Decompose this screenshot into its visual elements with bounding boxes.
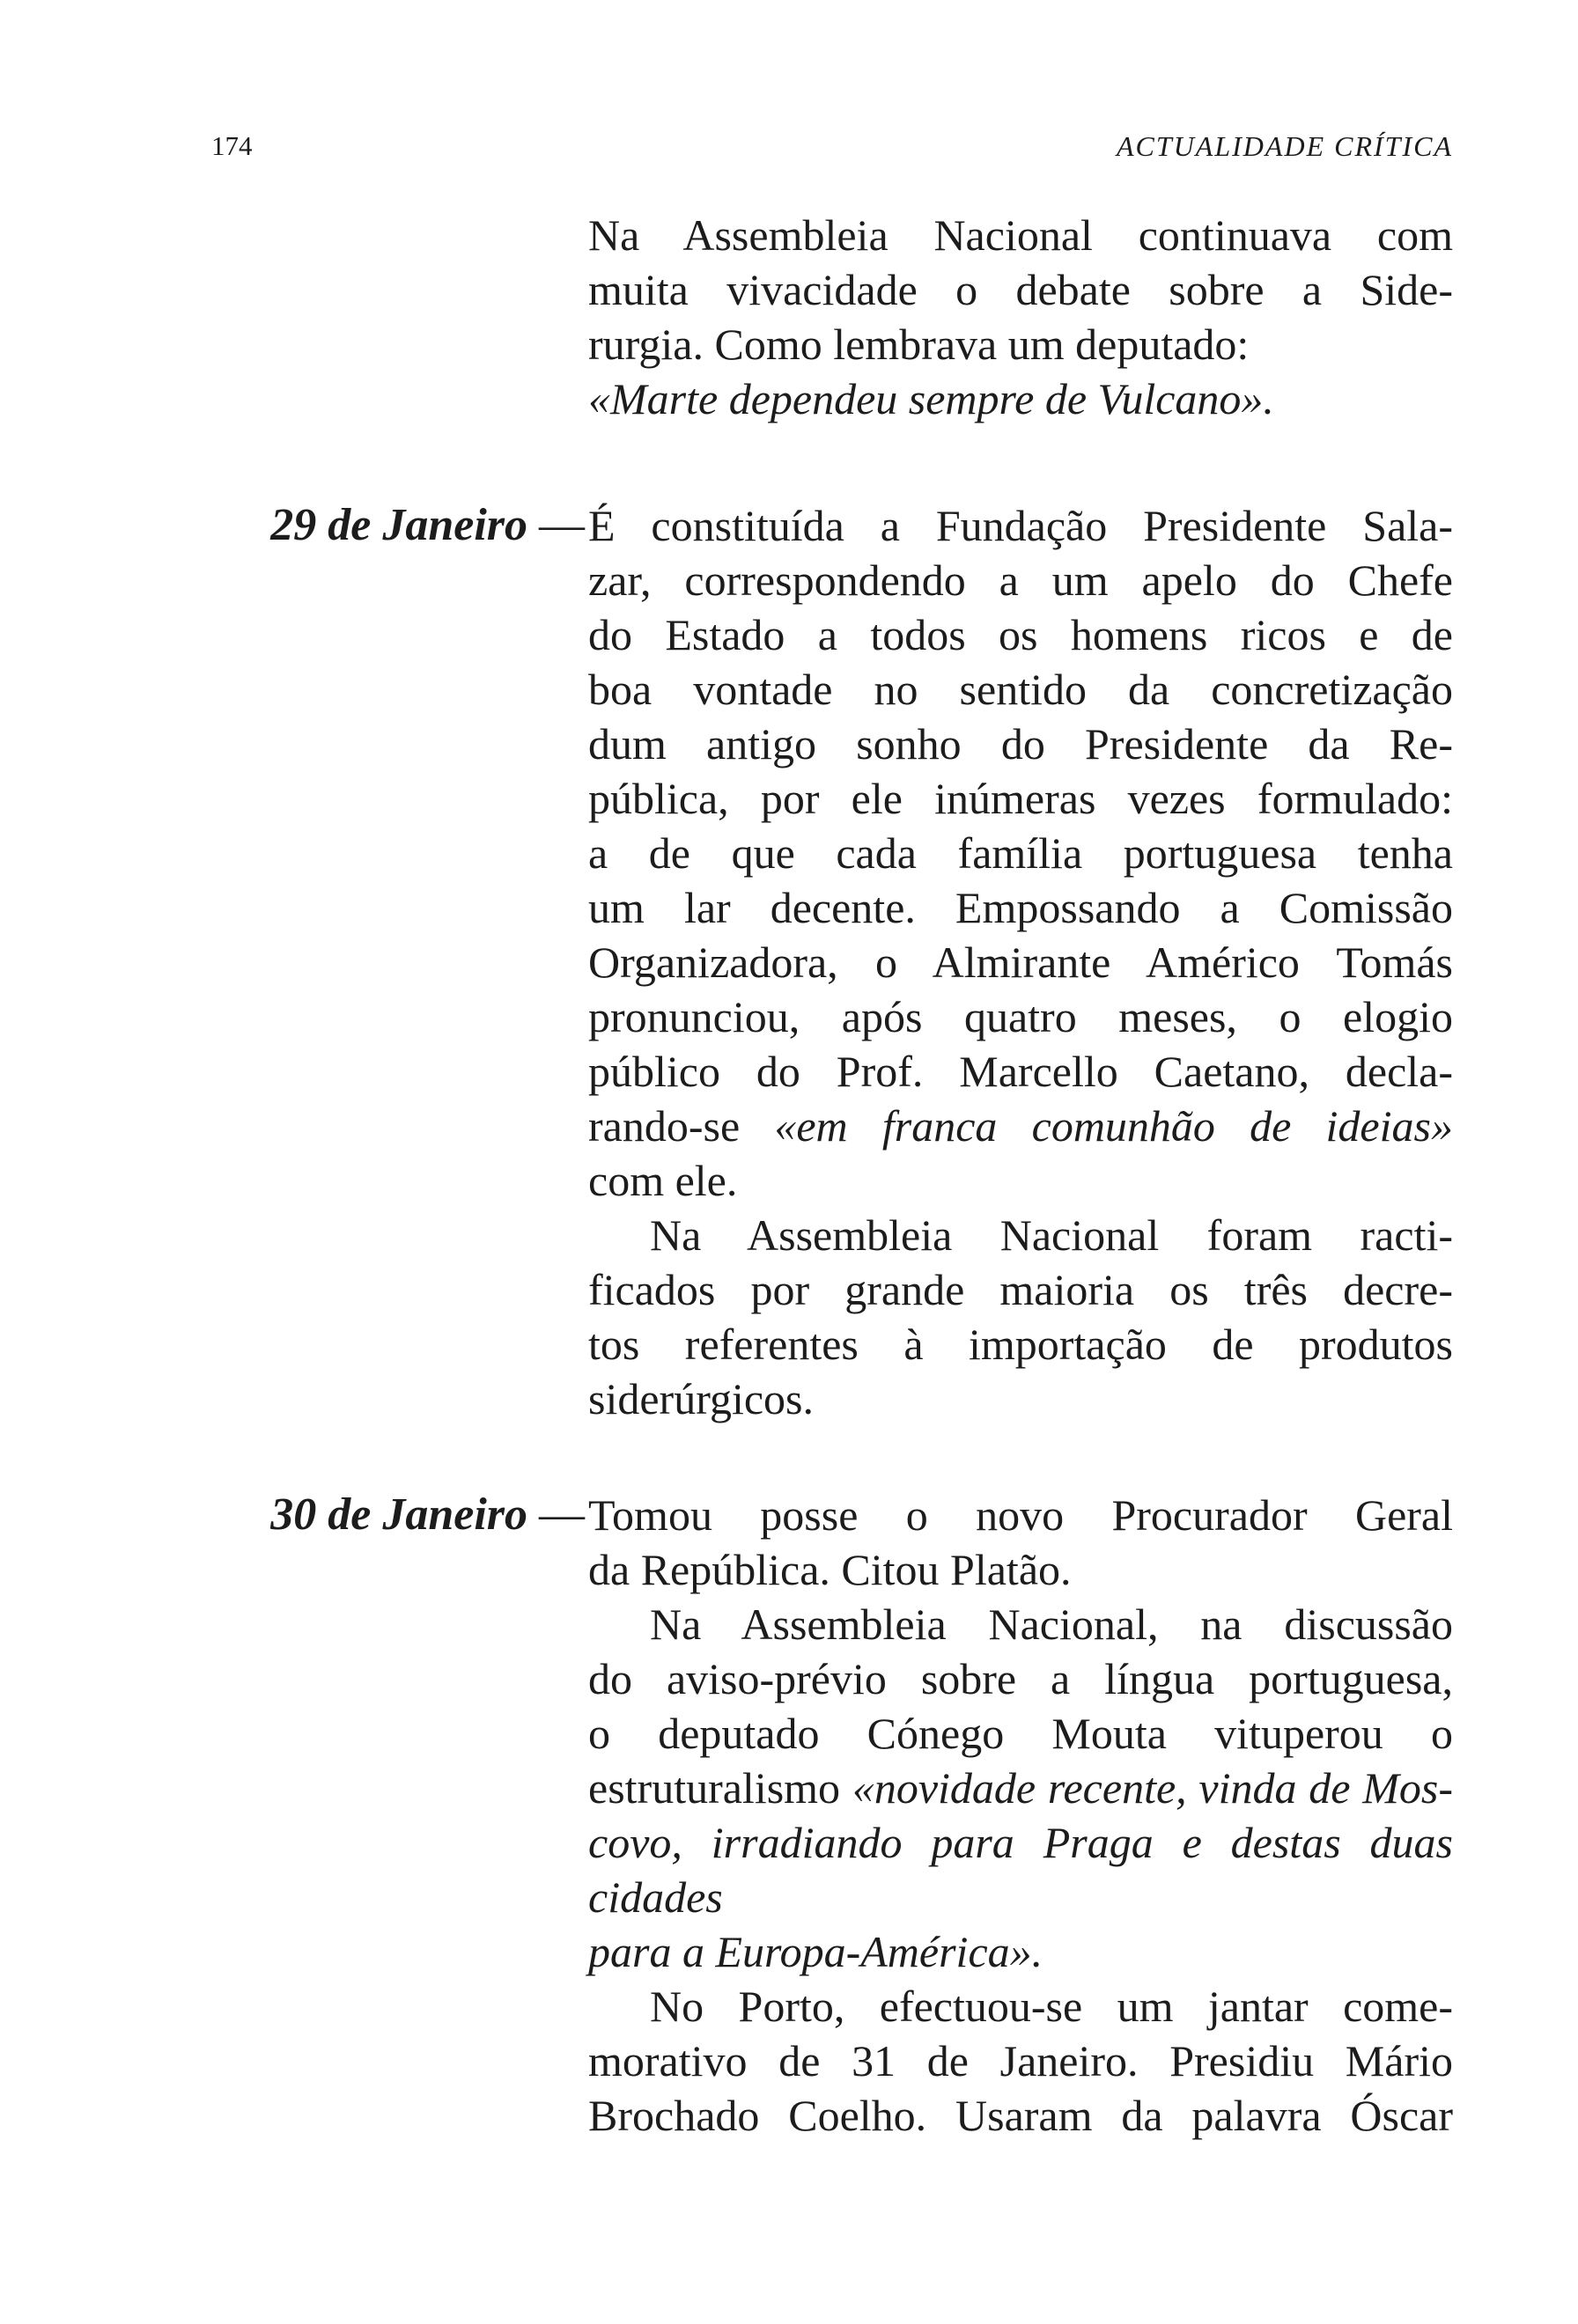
text-line: um lar decente. Empossando a Comissão: [588, 883, 1453, 932]
text-line: No Porto, efectuou-se um jantar come-: [650, 1982, 1453, 2031]
text-line: Na Assembleia Nacional continuava com: [588, 210, 1453, 260]
text-line: zar, correspondendo a um apelo do Chefe: [588, 555, 1453, 605]
text-line: ficados por grande maioria os três decre-: [588, 1265, 1453, 1314]
text-line: público do Prof. Marcello Caetano, decla-: [588, 1047, 1453, 1096]
inline-quote: covo, irradiando para Praga e destas duas cidades: [588, 1818, 1453, 1922]
text-line: É constituída a Fundação Presidente Sala-: [588, 501, 1453, 550]
text-line: Na Assembleia Nacional, na discussão: [650, 1600, 1453, 1649]
text-line: pública, por ele inúmeras vezes formulado:: [588, 774, 1453, 823]
text-line: boa vontade no sentido da concretização: [588, 665, 1453, 714]
intro-quote: «Marte dependeu sempre de Vulcano».: [588, 374, 1274, 423]
text-line: do Estado a todos os homens ricos e de: [588, 610, 1453, 659]
inline-quote: «novidade recente, vinda de Mos-: [852, 1763, 1454, 1813]
inline-quote: «em franca comunhão de ideias»: [774, 1101, 1453, 1151]
text-line: dum antigo sonho do Presidente da Re-: [588, 719, 1453, 769]
inline-quote: para a Europa-América».: [588, 1927, 1043, 1976]
page-number: 174: [211, 130, 253, 161]
text-line: muita vivacidade o debate sobre a Side-: [588, 265, 1453, 314]
running-head: ACTUALIDADE CRÍTICA: [1117, 130, 1453, 162]
intro-paragraph: [588, 208, 1453, 426]
text-line: Tomou posse o novo Procurador Geral: [588, 1490, 1453, 1540]
text-line: pronunciou, após quatro meses, o elogio: [588, 992, 1453, 1041]
text-fragment: rando-se: [588, 1101, 775, 1151]
text-line: Organizadora, o Almirante Américo Tomás: [588, 938, 1453, 987]
text-line: a de que cada família portuguesa tenha: [588, 828, 1453, 878]
text-line: Brochado Coelho. Usaram da palavra Óscar: [588, 2091, 1453, 2140]
text-line: morativo de 31 de Janeiro. Presidiu Mário: [588, 2036, 1453, 2085]
text-line: tos referentes à importação de produtos: [588, 1320, 1453, 1369]
text-line: o deputado Cónego Mouta vituperou o: [588, 1709, 1453, 1758]
entry-body: [588, 498, 1453, 1426]
text-fragment: estruturalismo: [588, 1763, 852, 1813]
entry-body: [588, 1488, 1453, 2143]
text-line: da República. Citou Platão.: [588, 1545, 1072, 1594]
text-line: do aviso-prévio sobre a língua portuguesa,: [588, 1654, 1453, 1703]
text-line: siderúrgicos.: [588, 1374, 814, 1423]
entry-date: 29 de Janeiro —: [270, 500, 585, 550]
entry-date: 30 de Janeiro —: [270, 1489, 585, 1540]
text-line: com ele.: [588, 1156, 738, 1205]
text-line: Na Assembleia Nacional foram racti-: [650, 1210, 1453, 1260]
text-line: rurgia. Como lembrava um deputado:: [588, 320, 1250, 369]
